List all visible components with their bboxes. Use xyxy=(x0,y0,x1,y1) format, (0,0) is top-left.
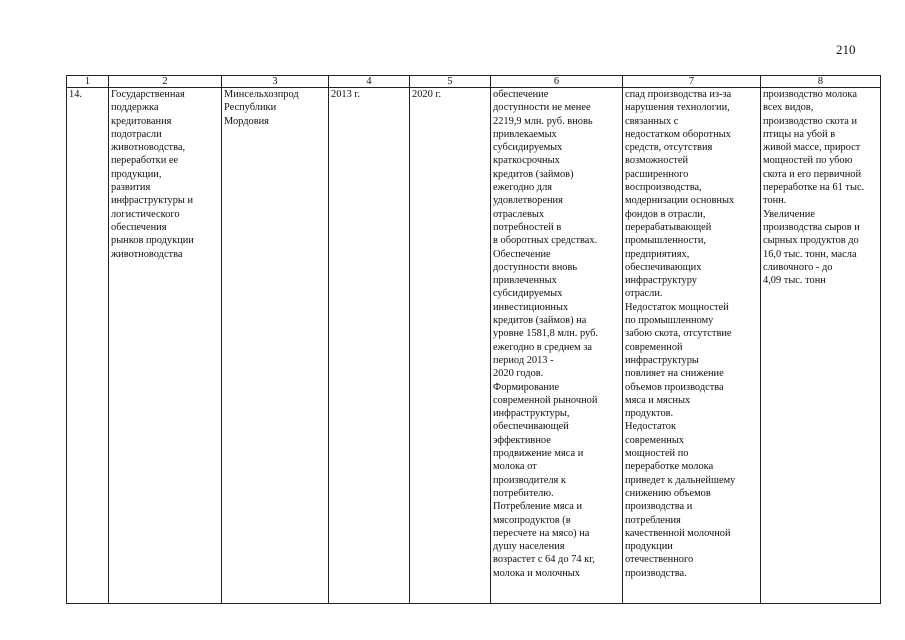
table-header-row xyxy=(67,76,881,88)
indicator-links-cell: производство молока всех видов, производство скота и птицы на убой в живой массе, прирост мощностей по убою скота и его первичной переработке на 61 тыс. тонн. Увеличение производства сыров и сырных продуктов до 16,0 тыс. тонн, масла сливочного - до 4,09 тыс. тонн xyxy=(761,88,881,604)
page-number: 210 xyxy=(836,42,856,57)
measure-name-cell: Государственная поддержка кредитования подотрасли животноводства, переработки ее продукции, развития инфраструктуры и логистического обеспечения рынков продукции животноводства xyxy=(109,88,222,604)
column-header: 1 xyxy=(67,76,109,88)
end-year-cell: 2020 г. xyxy=(410,88,491,604)
column-header: 5 xyxy=(410,76,491,88)
column-header: 7 xyxy=(623,76,761,88)
column-header: 6 xyxy=(491,76,623,88)
expected-result-cell: обеспечение доступности не менее 2219,9 млн. руб. вновь привлекаемых субсидируемых краткосрочных кредитов (займов) ежегодно для удовлетворения отраслевых потребностей в в оборотных средствах. Обеспечение доступности вновь привлеченных субсидируемых инвестиционных кредитов (займов) на уровне 1581,8 млн. руб. ежегодно в среднем за период 2013 - 2020 годов. Формирование современной рыночной инфраструктуры, обеспечивающей эффективное продвижение мяса и молока от производителя к потребителю. Потребление мяса и мясопродуктов (в пересчете на мясо) на душу населения возрастет с 64 до 74 кг, молока и молочных xyxy=(491,88,623,604)
start-year-cell: 2013 г. xyxy=(329,88,410,604)
column-header: 3 xyxy=(222,76,329,88)
column-header: 8 xyxy=(761,76,881,88)
table-row xyxy=(67,88,881,604)
column-header: 2 xyxy=(109,76,222,88)
column-header: 4 xyxy=(329,76,410,88)
non-implementation-consequences-cell: спад производства из-за нарушения технологии, связанных с недостатком оборотных средств, отсутствия возможностей расширенного воспроизводства, модернизации основных фондов в отрасли, перерабатывающей промышленности, предприятиях, обеспечивающих инфраструктуру отрасли. Недостаток мощностей по промышленному забою скота, отсутствие современной инфраструктуры повлияет на снижение объемов производства мяса и мясных продуктов. Недостаток современных мощностей по переработке молока приведет к дальнейшему снижению объемов производства и потребления качественной молочной продукции отечественного производства. xyxy=(623,88,761,604)
row-number-cell: 14. xyxy=(67,88,109,604)
executor-cell: Минсельхозпрод Республики Мордовия xyxy=(222,88,329,604)
program-measures-table xyxy=(66,75,881,604)
